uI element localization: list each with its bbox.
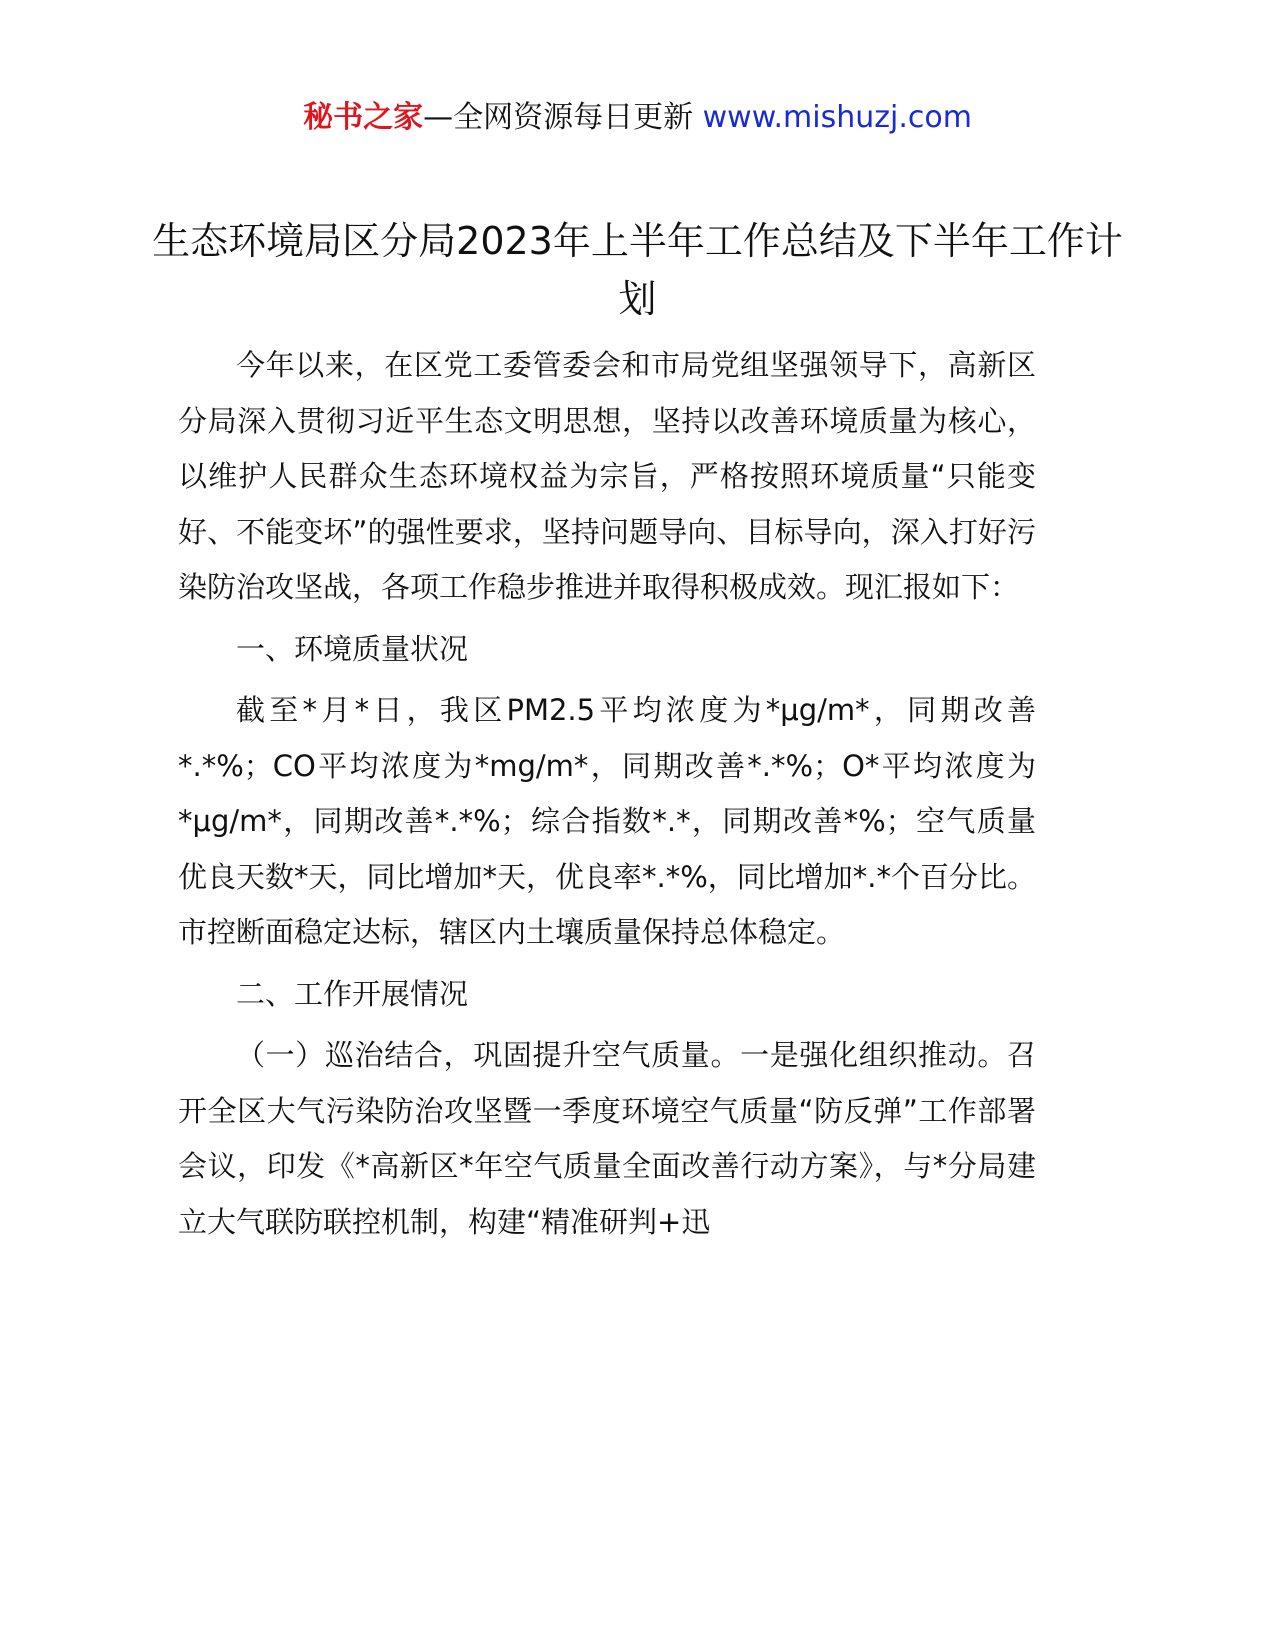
section-heading-environment-quality: 一、环境质量状况 xyxy=(236,631,469,666)
environment-quality-paragraph: 截至*月*日，我区PM2.5平均浓度为*μg/m*，同期改善*.*%；CO平均浓度为*mg/m*，同期改善*.*%；O*平均浓度为*μg/m*，同期改善*.*%；综合指数*.*，同期改善*%；空气质量优良天数*天，同比增加*天，优良率*.*%，同比增加*.*个百分比。市控断面稳定达标，辖区内土壤质量保持总体稳定。 xyxy=(178,693,1036,949)
document-title: 生态环境局区分局2023年上半年工作总结及下半年工作计划 xyxy=(152,219,1123,321)
site-banner xyxy=(0,96,1275,140)
site-url-link[interactable]: www.mishuzj.com xyxy=(702,100,972,135)
section-heading-work-progress: 二、工作开展情况 xyxy=(236,976,469,1011)
banner-tagline: —全网资源每日更新 xyxy=(423,100,694,135)
brand-name: 秘书之家 xyxy=(303,100,424,135)
intro-paragraph: 今年以来，在区党工委管委会和市局党组坚强领导下，高新区分局深入贯彻习近平生态文明思想，坚持以改善环境质量为核心，以维护人民群众生态环境权益为宗旨，严格按照环境质量“只能变好、不能变坏”的强性要求，坚持问题导向、目标导向，深入打好污染防治攻坚战，各项工作稳步推进并取得积极成效。现汇报如下： xyxy=(178,348,1036,604)
document-body xyxy=(178,338,1036,1250)
work-progress-paragraph: （一）巡治结合，巩固提升空气质量。一是强化组织推动。召开全区大气污染防治攻坚暨一季度环境空气质量“防反弹”工作部署会议，印发《*高新区*年空气质量全面改善行动方案》，与*分局建立大气联防联控机制，构建“精准研判+迅 xyxy=(178,1038,1036,1239)
